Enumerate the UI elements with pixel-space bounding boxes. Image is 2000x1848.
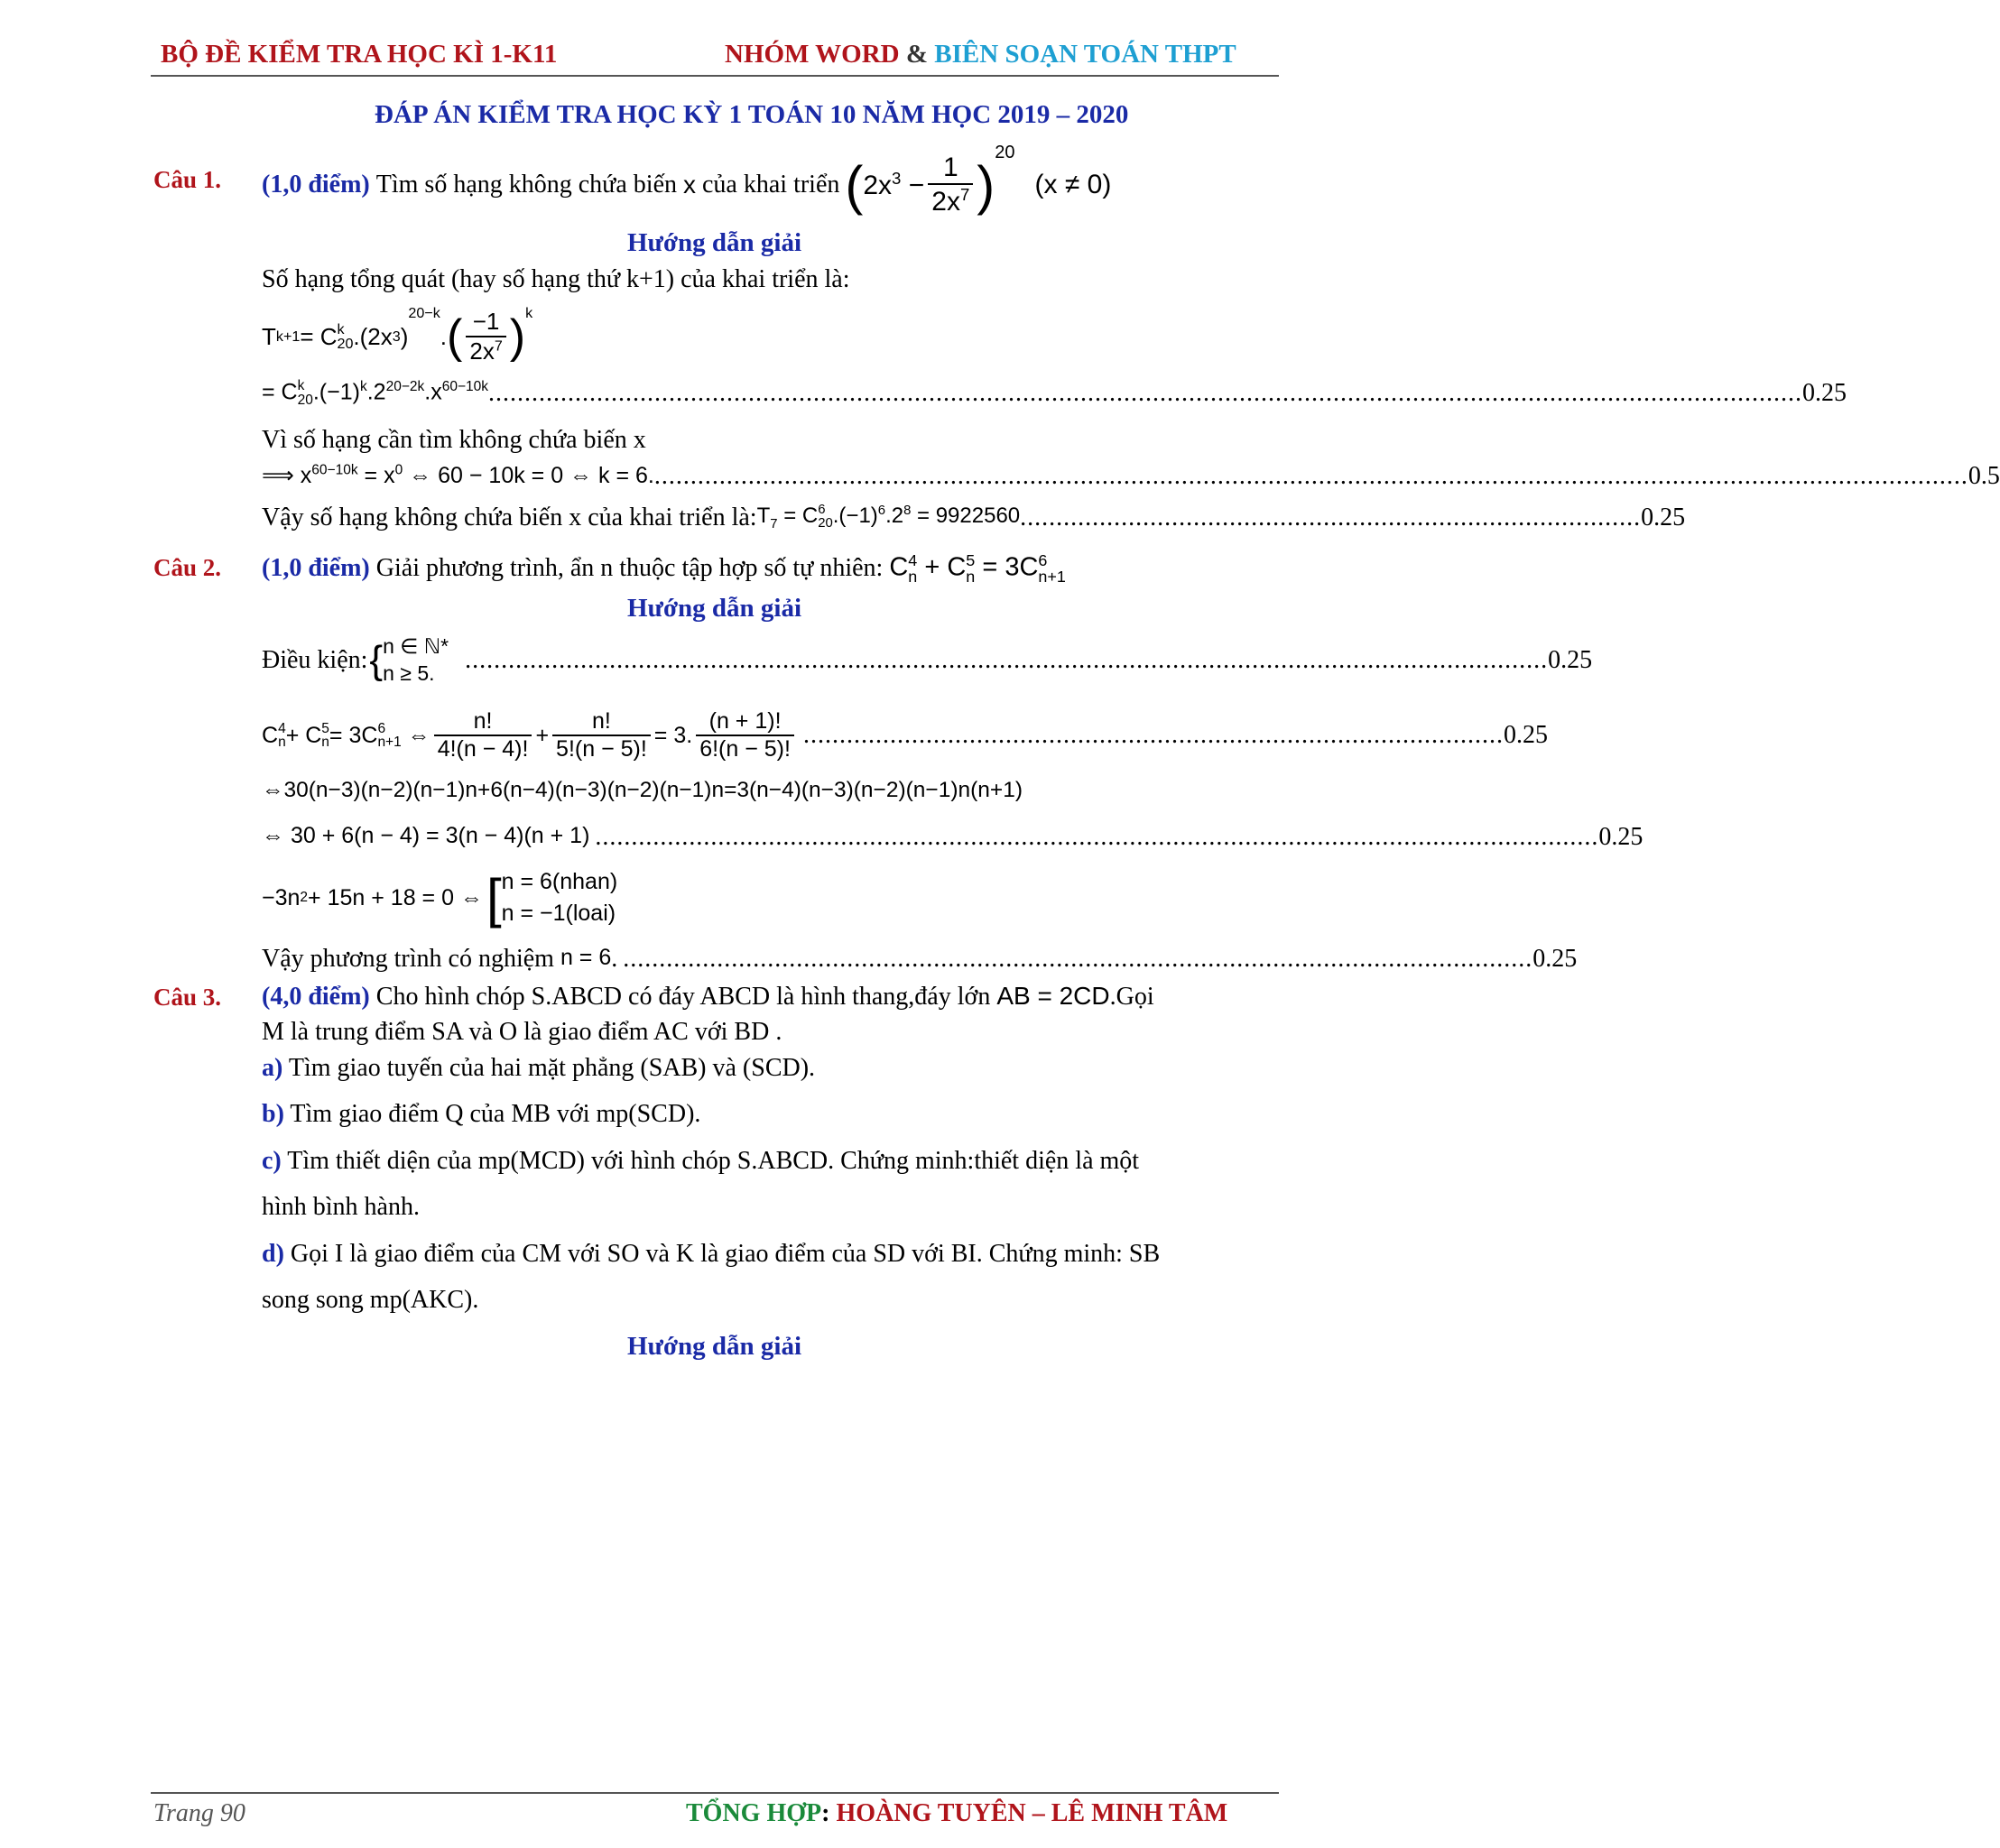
q3-guide-heading: Hướng dẫn giải xyxy=(626,1332,802,1361)
q2-solution-1: n = 6(nhan) xyxy=(501,869,618,894)
q1-line3: = C k 20 $.(-1)^k.2^{20-2k}.x^{60-10k}$ ...................................................................................................................................................................................... 0.25 xyxy=(262,378,1847,408)
q1-line6: Vậy số hạng không chứa biến x của khai triển là: $T_7 = C$ 6 20 $.(-1)^6.2^8 = 9922560$ ...................................................................................... 0.25 xyxy=(262,503,1686,532)
q3-part-d-cont: song song mp(AKC). xyxy=(262,1286,479,1314)
q1-line6-points: 0.25 xyxy=(1641,504,1686,531)
q1-rparen: ) xyxy=(977,154,995,216)
q1-condition: (x ≠ 0) xyxy=(1034,170,1112,199)
header-rule xyxy=(151,75,1279,77)
q3-text: Cho hình chóp S.ABCD có đáy ABCD là hình thang,đáy lớn xyxy=(375,983,991,1011)
q3-points: (4,0 điểm) xyxy=(262,983,370,1011)
q3-line2: M là trung điểm SA và O là giao điểm AC với BD . xyxy=(262,1018,782,1046)
q2-solution-2: n = −1(loai) xyxy=(501,901,616,926)
q3-part-b: b) Tìm giao điểm Q của MB với mp(SCD). xyxy=(262,1100,701,1128)
q2-eq2-line: C 4 n + C 5 n = 3C 6 n+1 ⇔ $\frac{n!}{4!(n - 4)!}$ + $\frac{n!}{5!(n - 5)!}$ = 3. $\frac{(n + 1)!}{6!(n - 5)!}$ ................................................................................................. 0.25 xyxy=(262,708,1548,762)
q1-line3-points: 0.25 xyxy=(1802,379,1847,407)
q2-points: (1,0 điểm) xyxy=(262,553,370,582)
q2-simplify-line: ⇔ 30 + 6(n − 4) = 3(n − 4)(n + 1) ........................................................................................................................................... 0.25 xyxy=(262,823,1644,851)
q1-line3-leader: ...................................................................................................................................................................................... xyxy=(488,379,1802,407)
q1-points: (1,0 điểm) xyxy=(262,171,370,199)
q2-statement xyxy=(262,552,1066,585)
header-left: BỘ ĐỀ KIỂM TRA HỌC KÌ 1-K11 xyxy=(161,40,558,69)
q1-guide-heading: Hướng dẫn giải xyxy=(626,228,802,257)
q2-condition-points: 0.25 xyxy=(1548,646,1593,674)
q3-part-a: a) Tìm giao tuyến của hai mặt phẳng (SAB) và (SCD). xyxy=(262,1054,816,1082)
q1-fraction: $\frac{1}{2x^7}$ xyxy=(928,152,973,217)
q1-text2: của khai triển xyxy=(702,171,840,199)
q1-power: 20 xyxy=(995,143,1015,162)
q1-line5: ⟹ $x^{60-10k} = x^0$ ⇔ 60 − 10k = 0 ⇔ k = 6. ...................................................................................................................................................................................... 0.5 xyxy=(262,462,2000,490)
q2-eq2-leader: ................................................................................................. xyxy=(802,721,1504,749)
q2-conclusion-points: 0.25 xyxy=(1532,945,1578,973)
q2-quadratic-line: −3n 2 + 15n + 18 = 0 ⇔ [ n = 6(nhan) n = −1(loai) xyxy=(262,867,618,929)
q3-equation: AB = 2CD xyxy=(996,982,1110,1010)
q2-conclusion-leader: .............................................................................................................................. xyxy=(623,945,1533,973)
q2-cond2: n ≥ 5. xyxy=(383,661,435,685)
q2-text: Giải phương trình, ẩn n thuộc tập hợp số tự nhiên: xyxy=(375,553,884,582)
footer-rule xyxy=(151,1792,1279,1794)
q1-statement xyxy=(262,144,1111,226)
q2-label: Câu 2. xyxy=(153,554,222,581)
q3-part-c: c) Tìm thiết diện của mp(MCD) với hình chóp S.ABCD. Chứng minh:thiết diện là một xyxy=(262,1147,1140,1175)
q1-label: Câu 1. xyxy=(153,166,222,193)
q1-line5-leader: ...................................................................................................................................................................................... xyxy=(653,462,1968,490)
q2-simplify-points: 0.25 xyxy=(1598,823,1644,851)
header-right xyxy=(725,40,1236,69)
q3-part-d: d) Gọi I là giao điểm của CM với SO và K là giao điểm của SD với BI. Chứng minh: SB xyxy=(262,1240,1161,1268)
q2-expand-line: ⇔30(n−3)(n−2)(n−1)n+6(n−4)(n−3)(n−2)(n−1)n=3(n−4)(n−3)(n−2)(n−1)n(n+1) xyxy=(262,778,1023,802)
header-right-part2: BIÊN SOẠN TOÁN THPT xyxy=(934,40,1236,69)
footer-credit: TỔNG HỢP: HOÀNG TUYÊN – LÊ MINH TÂM xyxy=(686,1799,1228,1827)
q2-equation: C 4 n + C 5 n = 3C 6 n+1 xyxy=(889,551,1066,586)
q1-line1: Số hạng tổng quát (hay số hạng thứ k+1) của khai triển là: xyxy=(262,265,850,293)
q1-line5-points: 0.5 xyxy=(1968,462,2000,490)
q3-statement: (4,0 điểm) Cho hình chóp S.ABCD có đáy ABCD là hình thang,đáy lớn AB = 2CD.Gọi xyxy=(262,982,1154,1011)
q2-condition-line: Điều kiện: { n ∈ ℕ* n ≥ 5. ...................................................................................................................................................... 0.25 xyxy=(262,632,1264,689)
q1-line4: Vì số hạng cần tìm không chứa biến x xyxy=(262,426,646,454)
q2-eq2-points: 0.25 xyxy=(1503,721,1548,749)
q2-cond1: n ∈ ℕ* xyxy=(383,634,449,659)
q2-conclusion-line: Vậy phương trình có nghiệm n = 6 . .............................................................................................................................. 0.25 xyxy=(262,945,1578,973)
q3-part-c-cont: hình bình hành. xyxy=(262,1193,420,1221)
header-right-amp: & xyxy=(905,40,929,69)
q1-text: Tìm số hạng không chứa biến xyxy=(375,171,677,199)
q2-condition-leader: ...................................................................................................................................................... xyxy=(465,646,1549,674)
doc-title: ĐÁP ÁN KIỂM TRA HỌC KỲ 1 TOÁN 10 NĂM HỌC 2019 – 2020 xyxy=(375,100,1129,129)
header-right-part1: NHÓM WORD xyxy=(725,40,900,69)
footer-page: Trang 90 xyxy=(153,1799,245,1827)
q2-simplify-leader: ........................................................................................................................................... xyxy=(595,823,1599,851)
q2-guide-heading: Hướng dẫn giải xyxy=(626,594,802,623)
q3-label: Câu 3. xyxy=(153,984,222,1011)
q1-expr: $2x^3$ − xyxy=(863,169,925,200)
q1-line2: T k+1 = C k 20 .(2x 3 ) 20−k . ( $\frac{-1}{2x^7}$ ) $^k$ xyxy=(262,305,533,365)
q1-line6-leader: ...................................................................................... xyxy=(1020,504,1642,531)
q1-var: x xyxy=(683,171,696,199)
q1-lparen: ( xyxy=(845,154,864,216)
